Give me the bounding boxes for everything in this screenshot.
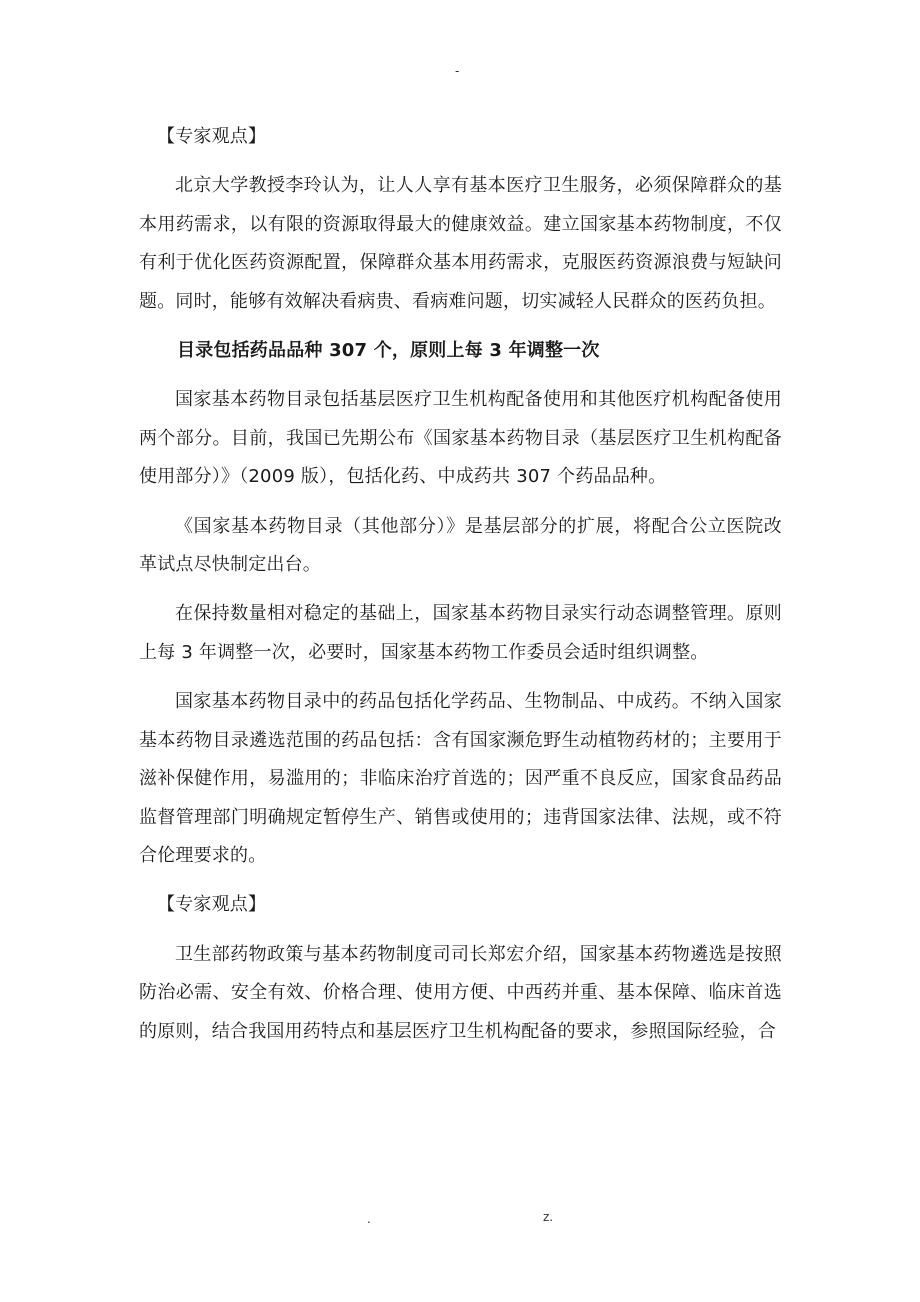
section-label: 【专家观点】: [157, 894, 267, 916]
paragraph: 《国家基本药物目录（其他部分）》是基层部分的扩展，将配合公立医院改革试点尽快制定出台。: [139, 515, 782, 576]
paragraph: 国家基本药物目录包括基层医疗卫生机构配备使用和其他医疗机构配备使用两个部分。目前，我国已先期公布《国家基本药物目录（基层医疗卫生机构配备使用部分）》（2009 版），包括化药、中成药共 307 个药品品种。: [139, 389, 782, 488]
paragraph: 北京大学教授李玲认为，让人人享有基本医疗卫生服务，必须保障群众的基本用药需求，以有限的资源取得最大的健康效益。建立国家基本药物制度，不仅有利于优化医药资源配置，保障群众基本用药需求，克服医药资源浪费与短缺问题。同时，能够有效解决看病贵、看病难问题，切实减轻人民群众的医药负担。: [139, 175, 782, 312]
document-body: [139, 118, 782, 1062]
paragraph: 国家基本药物目录中的药品包括化学药品、生物制品、中成药。不纳入国家基本药物目录遴选范围的药品包括：含有国家濒危野生动植物药材的；主要用于滋补保健作用，易滥用的；非临床治疗首选的；因严重不良反应，国家食品药品监督管理部门明确规定暂停生产、销售或使用的；违背国家法律、法规，或不符合伦理要求的。: [139, 691, 782, 866]
section-label: 【专家观点】: [157, 126, 267, 147]
footer-mark-right: z.: [543, 1210, 554, 1224]
paragraph: 卫生部药物政策与基本药物制度司司长郑宏介绍，国家基本药物遴选是按照防治必需、安全有效、价格合理、使用方便、中西药并重、基本保障、临床首选的原则，结合我国用药特点和基层医疗卫生机构配备的要求，参照国际经验，合: [139, 943, 782, 1042]
paragraph: 在保持数量相对稳定的基础上，国家基本药物目录实行动态调整管理。原则上每 3 年调整一次，必要时，国家基本药物工作委员会适时组织调整。: [139, 603, 782, 663]
header-mark: -: [455, 64, 460, 78]
footer-mark-left: .: [367, 1212, 371, 1226]
section-heading: 目录包括药品品种 307 个，原则上每 3 年调整一次: [177, 340, 600, 362]
